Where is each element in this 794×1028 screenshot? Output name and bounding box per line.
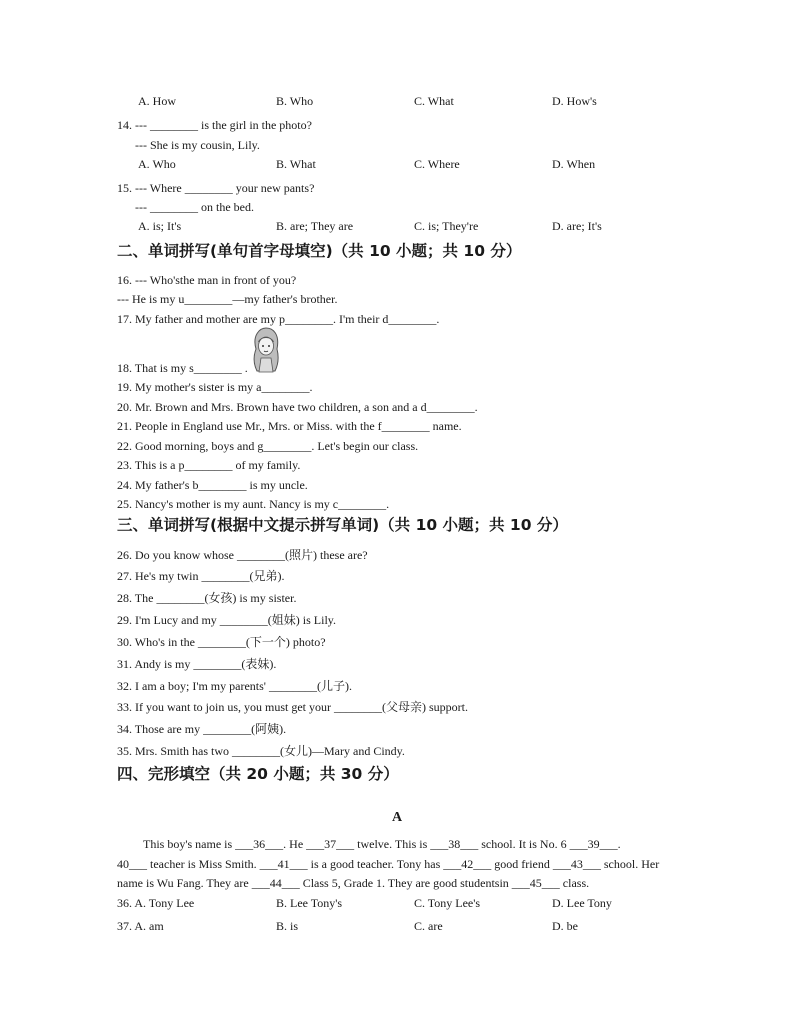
q14-answer-line: --- She is my cousin, Lily.: [135, 138, 260, 152]
q15-option-a: A. is; It's: [138, 219, 182, 233]
q23-question: 23. This is a p________ of my family.: [117, 458, 301, 472]
q37-option-a: 37. A. am: [117, 919, 164, 933]
q14-option-a: A. Who: [138, 157, 176, 171]
q36-option-c: C. Tony Lee's: [414, 896, 481, 910]
q26-question: 26. Do you know whose ________(照片) these are?: [117, 548, 368, 562]
q20-question: 20. Mr. Brown and Mrs. Brown have two children, a son and a d________.: [117, 400, 478, 414]
q14-option-d: D. When: [552, 157, 596, 171]
passage-line-3: name is Wu Fang. They are ___44___ Class 5, Grade 1. They are good studentsin ___45___ class.: [117, 876, 590, 890]
passage-line-1: This boy's name is ___36___. He ___37___ twelve. This is ___38___ school. It is No. 6 ___39___.: [143, 837, 621, 851]
q15-question: 15. --- Where ________ your new pants?: [117, 181, 315, 195]
section3-heading: 三、单词拼写(根据中文提示拼写单词)（共 10 小题；共 10 分）: [117, 516, 568, 534]
q28-question: 28. The ________(女孩) is my sister.: [117, 591, 297, 605]
q14-question: 14. --- ________ is the girl in the photo?: [117, 118, 312, 132]
q25-question: 25. Nancy's mother is my aunt. Nancy is my c________.: [117, 497, 390, 511]
q27-question: 27. He's my twin ________(兄弟).: [117, 569, 285, 583]
q18-question: 18. That is my s________ .: [117, 361, 248, 375]
q19-question: 19. My mother's sister is my a________.: [117, 380, 313, 394]
q15-option-c: C. is; They're: [414, 219, 479, 233]
q29-question: 29. I'm Lucy and my ________(姐妹) is Lily.: [117, 613, 337, 627]
q15-answer-line: --- ________ on the bed.: [135, 200, 254, 214]
q36-option-d: D. Lee Tony: [552, 896, 612, 910]
q13-option-b: B. Who: [276, 94, 314, 108]
q37-option-b: B. is: [276, 919, 299, 933]
q13-option-c: C. What: [414, 94, 454, 108]
passage-line-2: 40___ teacher is Miss Smith. ___41___ is a good teacher. Tony has ___42___ good friend ___43___ school. Her: [117, 857, 660, 871]
q24-question: 24. My father's b________ is my uncle.: [117, 478, 308, 492]
q36-option-b: B. Lee Tony's: [276, 896, 343, 910]
q21-question: 21. People in England use Mr., Mrs. or Miss. with the f________ name.: [117, 419, 462, 433]
q30-question: 30. Who's in the ________(下一个) photo?: [117, 635, 326, 649]
q32-question: 32. I am a boy; I'm my parents' ________(儿子).: [117, 679, 352, 693]
q14-option-b: B. What: [276, 157, 316, 171]
q17-question: 17. My father and mother are my p________. I'm their d________.: [117, 312, 440, 326]
q35-question: 35. Mrs. Smith has two ________(女儿)—Mary and Cindy.: [117, 744, 405, 758]
q31-question: 31. Andy is my ________(表妹).: [117, 657, 277, 671]
q15-option-d: D. are; It's: [552, 219, 602, 233]
q13-option-a: A. How: [138, 94, 176, 108]
q33-question: 33. If you want to join us, you must get your ________(父母亲) support.: [117, 700, 468, 714]
q34-question: 34. Those are my ________(阿姨).: [117, 722, 287, 736]
q16-answer-line: --- He is my u________—my father's brother.: [117, 292, 338, 306]
q37-option-c: C. are: [414, 919, 443, 933]
q36-option-a: 36. A. Tony Lee: [117, 896, 195, 910]
q16-question: 16. --- Who'sthe man in front of you?: [117, 273, 297, 287]
q15-option-b: B. are; They are: [276, 219, 354, 233]
passage-label: A: [391, 810, 403, 825]
girl-illustration: [248, 327, 284, 373]
q22-question: 22. Good morning, boys and g________. Let's begin our class.: [117, 439, 419, 453]
section2-heading: 二、单词拼写(单句首字母填空)（共 10 小题；共 10 分）: [117, 242, 522, 260]
q37-option-d: D. be: [552, 919, 578, 933]
section4-heading: 四、完形填空（共 20 小题；共 30 分）: [117, 765, 399, 783]
q13-option-d: D. How's: [552, 94, 597, 108]
q14-option-c: C. Where: [414, 157, 460, 171]
